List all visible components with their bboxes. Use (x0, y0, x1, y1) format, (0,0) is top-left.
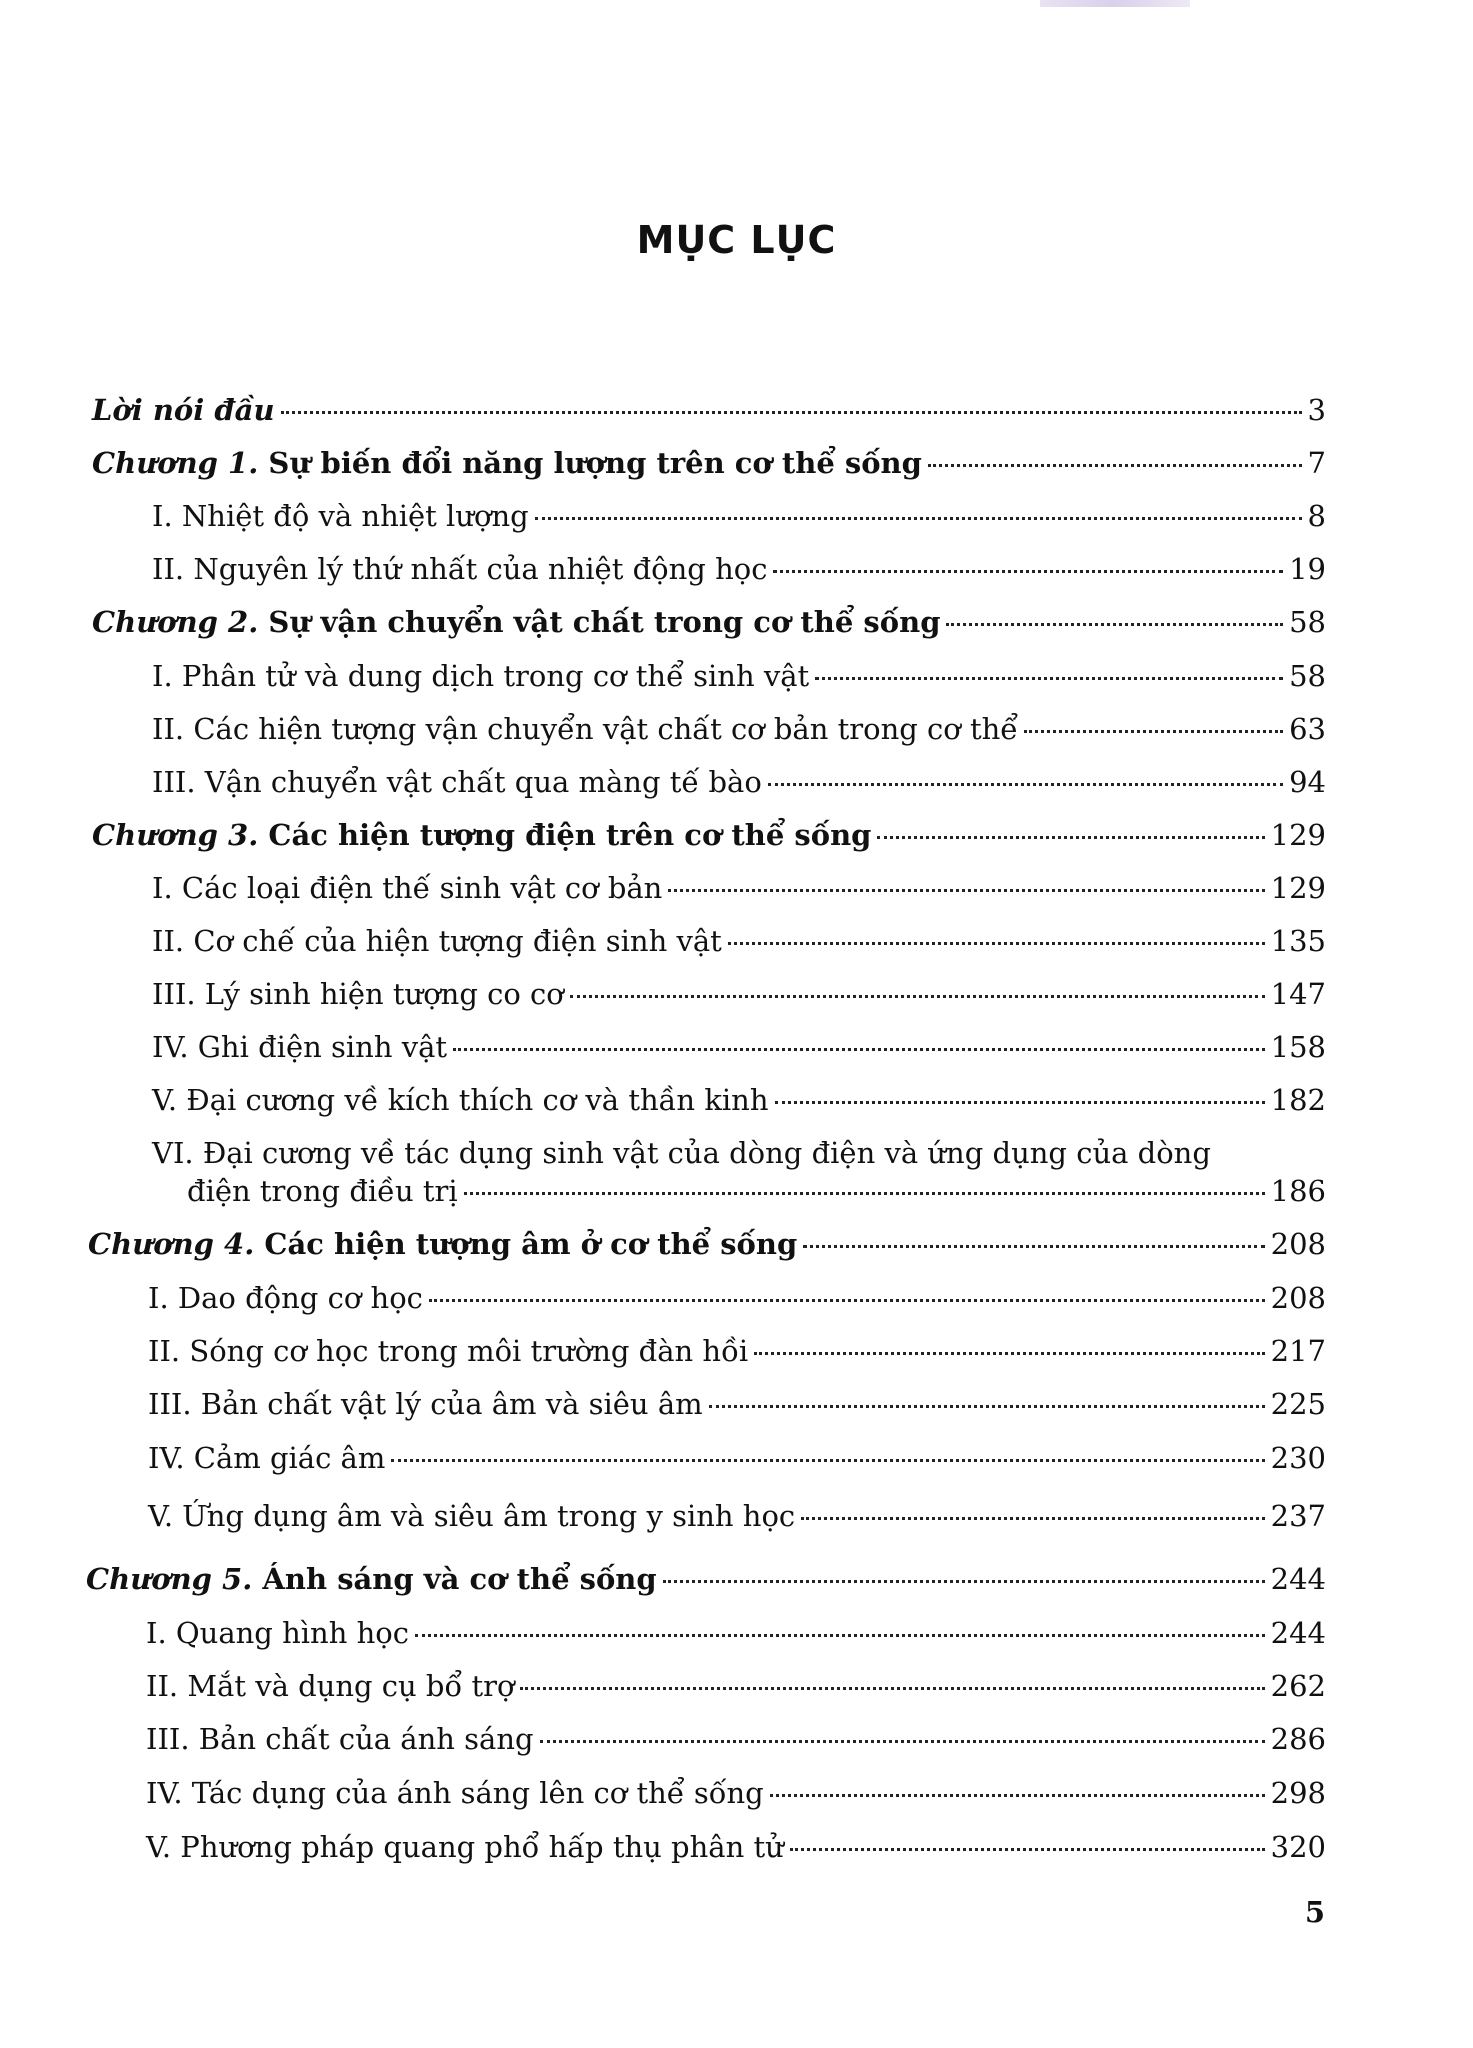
chapter-prefix: Chương 4. (88, 1227, 255, 1261)
toc-entry-page: 298 (1270, 1776, 1326, 1810)
toc-entry-page: 237 (1270, 1499, 1326, 1533)
toc-entry-label: III. Bản chất vật lý của âm và siêu âm (148, 1387, 703, 1421)
toc-entry-page: 135 (1270, 924, 1326, 958)
dot-leader (754, 1352, 1265, 1355)
chapter-prefix: Chương 3. (92, 818, 259, 852)
toc-entry-section[interactable] (146, 1615, 1326, 1651)
toc-entry-label: III. Bản chất của ánh sáng (146, 1722, 534, 1756)
toc-entry-chapter-2[interactable] (92, 604, 1326, 640)
toc-entry-label: V. Đại cương về kích thích cơ và thần kinh (152, 1083, 769, 1117)
dot-leader (790, 1848, 1265, 1851)
toc-entry-chapter-5[interactable] (86, 1561, 1326, 1597)
dot-leader (415, 1634, 1265, 1637)
toc-entry-page: 58 (1289, 659, 1326, 693)
dot-leader (540, 1740, 1265, 1743)
toc-entry-section[interactable] (152, 658, 1326, 694)
toc-entry-page: 94 (1289, 765, 1326, 799)
toc-entry-label: II. Cơ chế của hiện tượng điện sinh vật (152, 924, 722, 958)
toc-entry-label: IV. Tác dụng của ánh sáng lên cơ thể sống (146, 1776, 764, 1810)
toc-entry-label: điện trong điều trị (187, 1174, 458, 1208)
chapter-title: Sự vận chuyển vật chất trong cơ thể sống (258, 605, 941, 639)
toc-entry-section[interactable] (152, 976, 1326, 1012)
dot-leader (520, 1687, 1264, 1690)
dot-leader (801, 1517, 1264, 1520)
toc-entry-label (88, 1226, 797, 1262)
toc-entry-label: III. Lý sinh hiện tượng co cơ (152, 977, 564, 1011)
dot-leader (1024, 730, 1283, 733)
chapter-title: Ánh sáng và cơ thể sống (252, 1562, 657, 1596)
toc-entry-page: 58 (1289, 605, 1326, 639)
toc-entry-preface[interactable] (92, 392, 1326, 428)
toc-entry-page: 262 (1270, 1669, 1326, 1703)
toc-entry-section[interactable] (187, 1173, 1326, 1209)
toc-entry-page: 230 (1270, 1441, 1326, 1475)
toc-entry-label: III. Vận chuyển vật chất qua màng tế bào (152, 765, 762, 799)
toc-entry-section[interactable] (152, 498, 1326, 534)
toc-entry-page: 182 (1270, 1083, 1326, 1117)
chapter-title: Sự biến đổi năng lượng trên cơ thể sống (258, 446, 922, 480)
chapter-prefix: Chương 5. (86, 1562, 253, 1596)
toc-entry-label: IV. Cảm giác âm (148, 1441, 386, 1475)
toc-entry-label: V. Ứng dụng âm và siêu âm trong y sinh học (148, 1499, 796, 1533)
toc-entry-label (86, 1561, 657, 1597)
dot-leader (815, 677, 1283, 680)
toc-entry-section[interactable] (152, 551, 1326, 587)
dot-leader (281, 411, 1302, 414)
dot-leader (570, 995, 1265, 998)
toc-entry-section[interactable] (146, 1775, 1326, 1811)
dot-leader (709, 1405, 1265, 1408)
toc-entry-section[interactable] (148, 1498, 1326, 1534)
toc-entry-page: 8 (1307, 499, 1326, 533)
toc-entry-page: 147 (1270, 977, 1326, 1011)
dot-leader (775, 1101, 1265, 1104)
toc-entry-chapter-1[interactable] (92, 445, 1326, 481)
chapter-prefix: Chương 1. (92, 446, 259, 480)
toc-entry-page: 129 (1270, 818, 1326, 852)
toc-entry-page: 286 (1270, 1722, 1326, 1756)
toc-entry-section[interactable] (148, 1333, 1326, 1369)
toc-entry-label: I. Dao động cơ học (148, 1281, 423, 1315)
toc-entry-label (92, 817, 871, 853)
toc-entry-page: 320 (1270, 1830, 1326, 1864)
toc-entry-page: 158 (1270, 1030, 1326, 1064)
toc-entry-label: II. Mắt và dụng cụ bổ trợ (146, 1669, 515, 1703)
toc-entry-section[interactable] (152, 923, 1326, 959)
toc-entry-section[interactable] (146, 1668, 1326, 1704)
chapter-prefix: Chương 2. (92, 605, 259, 639)
dot-leader (877, 836, 1264, 839)
toc-entry-page: 244 (1270, 1616, 1326, 1650)
toc-entry-section[interactable] (148, 1440, 1326, 1476)
dot-leader (453, 1048, 1265, 1051)
toc-entry-chapter-4[interactable] (88, 1226, 1326, 1262)
toc-entry-page: 129 (1270, 871, 1326, 905)
toc-entry-page: 7 (1307, 446, 1326, 480)
toc-entry-label: I. Phân tử và dung dịch trong cơ thể sinh vật (152, 659, 810, 693)
toc-entry-page: 244 (1270, 1562, 1326, 1596)
dot-leader (535, 517, 1302, 520)
toc-entry-page: 3 (1307, 393, 1326, 427)
toc-entry-page: 63 (1289, 712, 1326, 746)
toc-entry-section[interactable] (152, 1082, 1326, 1118)
dot-leader (728, 942, 1265, 945)
dot-leader (464, 1192, 1265, 1195)
toc-entry-section[interactable] (152, 764, 1326, 800)
dot-leader (768, 783, 1283, 786)
toc-entry-page: 208 (1270, 1281, 1326, 1315)
toc-entry-page: 225 (1270, 1387, 1326, 1421)
dot-leader (928, 464, 1302, 467)
dot-leader (663, 1580, 1265, 1583)
dot-leader (770, 1794, 1265, 1797)
toc-entry-chapter-3[interactable] (92, 817, 1326, 853)
toc-entry-page: 217 (1270, 1334, 1326, 1368)
dot-leader (946, 623, 1283, 626)
toc-entry-section[interactable] (152, 870, 1326, 906)
toc-entry-label: II. Nguyên lý thứ nhất của nhiệt động học (152, 552, 768, 586)
toc-entry-section-line1: VI. Đại cương về tác dụng sinh vật của dòng điện và ứng dụng của dòng (152, 1136, 1211, 1170)
toc-entry-section[interactable] (148, 1280, 1326, 1316)
toc-entry-label: Lời nói đầu (92, 393, 275, 427)
toc-entry-label: V. Phương pháp quang phổ hấp thụ phân tử (146, 1830, 784, 1864)
chapter-title: Các hiện tượng điện trên cơ thể sống (258, 818, 872, 852)
toc-entry-label: II. Các hiện tượng vận chuyển vật chất cơ bản trong cơ thể (152, 712, 1019, 746)
toc-entry-label: II. Sóng cơ học trong môi trường đàn hồi (148, 1334, 749, 1368)
toc-entry-section[interactable] (152, 711, 1326, 747)
chapter-title: Các hiện tượng âm ở cơ thể sống (254, 1227, 798, 1261)
toc-entry-page: 208 (1270, 1227, 1326, 1261)
dot-leader (429, 1299, 1265, 1302)
toc-entry-label (92, 445, 922, 481)
toc-entry-section[interactable] (146, 1829, 1326, 1865)
toc-entry-page: 186 (1270, 1174, 1326, 1208)
toc-entry-section[interactable] (146, 1721, 1326, 1757)
toc-entry-label (92, 604, 940, 640)
toc-entry-page: 19 (1289, 552, 1326, 586)
toc-entry-label: I. Nhiệt độ và nhiệt lượng (152, 499, 529, 533)
toc-entry-label: I. Quang hình học (146, 1616, 409, 1650)
dot-leader (773, 570, 1283, 573)
dot-leader (391, 1459, 1264, 1462)
dot-leader (803, 1245, 1264, 1248)
page-number: 5 (1304, 1895, 1325, 1929)
toc-entry-section[interactable] (152, 1029, 1326, 1065)
toc-entry-section[interactable] (148, 1386, 1326, 1422)
dot-leader (668, 889, 1264, 892)
toc-entry-label: I. Các loại điện thế sinh vật cơ bản (152, 871, 663, 905)
toc-entry-label: IV. Ghi điện sinh vật (152, 1030, 448, 1064)
page-title: MỤC LỤC (636, 218, 837, 262)
